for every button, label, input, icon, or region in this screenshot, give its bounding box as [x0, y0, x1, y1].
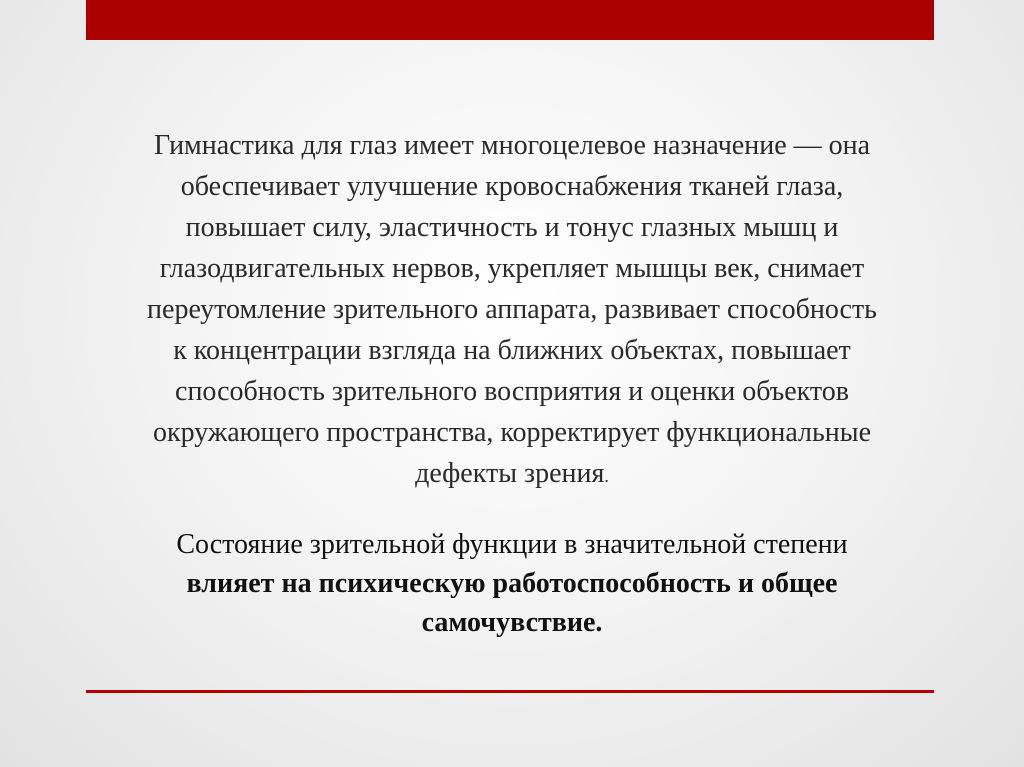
paragraph-line: переутомление зрительного аппарата, развивает способность	[147, 294, 877, 325]
visual-function-paragraph	[50, 525, 974, 642]
paragraph-line: Гимнастика для глаз имеет многоцелевое назначение — она	[153, 130, 871, 161]
paragraph-last-line	[50, 453, 974, 497]
paragraph-bold-line: влияет на психическую работоспособность и общее	[186, 568, 838, 599]
paragraph-line: обеспечивает улучшение кровоснабжения тканей глаза,	[180, 171, 844, 202]
eye-gymnastics-paragraph	[50, 125, 974, 497]
paragraph-line: способность зрительного восприятия и оценки объектов	[175, 376, 849, 407]
paragraph-line: повышает силу, эластичность и тонус глазных мышц и	[185, 212, 839, 243]
paragraph-line-text: дефекты зрения	[415, 458, 605, 489]
paragraph-line: глазодвигательных нервов, укрепляет мышцы век, снимает	[159, 253, 865, 284]
paragraph-line: к концентрации взгляда на ближних объектах, повышает	[173, 335, 851, 366]
paragraph-bold-line: самочувствие.	[421, 607, 603, 638]
bottom-divider-line	[86, 690, 934, 693]
paragraph-end-punct: .	[604, 466, 609, 486]
top-accent-bar	[86, 0, 934, 40]
paragraph-normal-line: Состояние зрительной функции в значительной степени	[176, 529, 848, 560]
paragraph-line: окружающего пространства, корректирует функциональные	[153, 417, 871, 448]
slide-content	[50, 125, 974, 642]
